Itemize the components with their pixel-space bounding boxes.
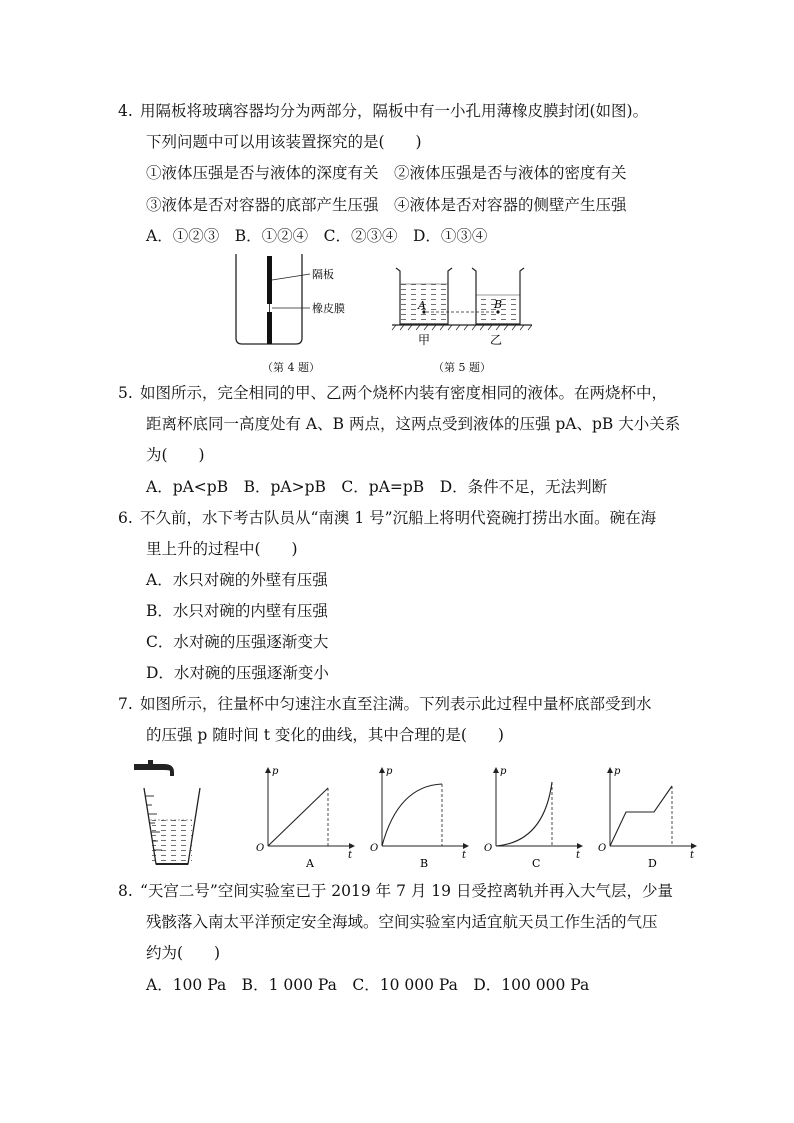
q6-option-c: C．水对碗的压强逐渐变大 (146, 633, 329, 651)
ground-hatching (392, 325, 532, 330)
svg-text:p: p (500, 766, 507, 777)
q5-figure-beakers (390, 262, 540, 350)
cup-water (152, 820, 192, 864)
graph-d (598, 766, 696, 870)
q7-number: 7. (118, 695, 133, 713)
graph-b-curve (382, 784, 442, 846)
q5-options: A．pA<pB B．pA>pB C．pA=pB D．条件不足，无法判断 (146, 478, 608, 496)
q4-label-partition: 隔板 (312, 268, 334, 281)
q5-stem-line3: 为( ) (146, 446, 205, 464)
q6-stem-line2: 里上升的过程中( ) (146, 540, 298, 558)
graph-a-letter: A (306, 857, 314, 870)
q4-stem-line1: 4. 用隔板将玻璃容器均分为两部分，隔板中有一小孔用薄橡皮膜封闭(如图)。 (118, 102, 649, 120)
svg-text:O: O (256, 843, 265, 854)
q6-option-d: D．水对碗的压强逐渐变小 (146, 664, 329, 682)
q7-stem-line2: 的压强 p 随时间 t 变化的曲线，其中合理的是( ) (146, 726, 504, 744)
q7-graphs (250, 762, 710, 874)
q6-option-b: B．水只对碗的内壁有压强 (146, 602, 328, 620)
q8-stem-line1: 8. “天宫二号”空间实验室已于 2019 年 7 月 19 日受控离轨并再入大气层，少量 (118, 882, 673, 900)
q7-measuring-cup-figure (130, 758, 210, 870)
svg-text:t: t (576, 850, 581, 861)
label-yi: 乙 (490, 333, 503, 347)
q5-stem-line1: 5. 如图所示，完全相同的甲、乙两个烧杯内装有密度相同的液体。在两烧杯中， (118, 384, 668, 402)
svg-text:O: O (598, 843, 607, 854)
q4-stem-line2: 下列问题中可以用该装置探究的是( ) (146, 133, 422, 151)
q8-options: A．100 Pa B．1 000 Pa C．10 000 Pa D．100 000 Pa (146, 976, 590, 994)
label-b: B (494, 298, 503, 311)
q8-number: 8. (118, 882, 133, 900)
graph-d-letter: D (648, 857, 657, 870)
svg-text:p: p (614, 766, 621, 777)
svg-text:p: p (272, 766, 279, 777)
q5-stem-line2: 距离杯底同一高度处有 A、B 两点，这两点受到液体的压强 pA、pB 大小关系 (146, 415, 681, 433)
svg-text:p: p (386, 766, 393, 777)
q6-number: 6. (118, 509, 133, 527)
q7-stem-line1: 7. 如图所示，往量杯中匀速注水直至注满。下列表示此过程中量杯底部受到水 (118, 695, 652, 713)
svg-text:t: t (690, 850, 695, 861)
q4-options: A．①②③ B．①②④ C．②③④ D．①③④ (146, 227, 488, 245)
q4-statements-line1: ①液体压强是否与液体的深度有关 ②液体压强是否与液体的密度有关 (146, 164, 627, 182)
graph-b (370, 766, 468, 870)
svg-text:t: t (348, 850, 353, 861)
svg-text:O: O (370, 843, 379, 854)
q4-partition-pointer (272, 274, 310, 280)
q4-statements-line2: ③液体是否对容器的底部产生压强 ④液体是否对容器的侧壁产生压强 (146, 196, 627, 214)
graph-a (256, 766, 354, 870)
graph-c (484, 766, 582, 870)
q5-figure-caption: （第 5 题） (433, 361, 491, 374)
svg-text:O: O (484, 843, 493, 854)
q4-number: 4. (118, 102, 133, 120)
q8-stem-line2: 残骸落入南太平洋预定安全海域。空间实验室内适宜航天员工作生活的气压 (146, 913, 658, 931)
q4-partition-lower (267, 312, 272, 344)
graph-b-letter: B (420, 857, 429, 870)
q4-label-membrane: 橡皮膜 (312, 302, 345, 315)
q6-stem-line1: 6. 不久前，水下考古队员从“南澳 1 号”沉船上将明代瓷碗打捞出水面。碗在海 (118, 509, 657, 527)
graph-c-letter: C (532, 857, 541, 870)
label-jia: 甲 (418, 333, 431, 347)
faucet-handle (148, 760, 153, 765)
graph-d-curve (610, 786, 672, 846)
q8-stem-line3: 约为( ) (146, 944, 221, 962)
label-a: A (418, 299, 426, 312)
q5-number: 5. (118, 384, 133, 402)
q4-figure-container-partition (228, 250, 358, 350)
svg-text:t: t (462, 850, 467, 861)
q4-partition-upper (267, 256, 272, 304)
graph-c-curve (496, 782, 552, 846)
faucet-spout (164, 764, 174, 776)
q4-figure-caption: （第 4 题） (262, 361, 320, 374)
q6-option-a: A．水只对碗的外壁有压强 (146, 571, 328, 589)
graph-a-curve (268, 788, 328, 846)
